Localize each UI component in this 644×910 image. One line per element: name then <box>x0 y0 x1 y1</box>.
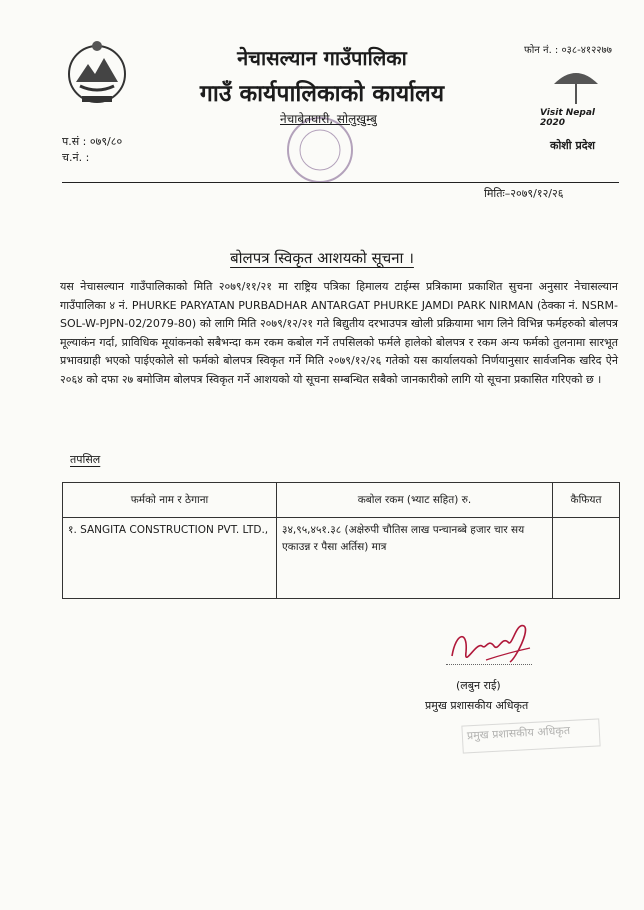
phone-number: फोन नं. : ०३८-४१२२७७ <box>524 45 612 56</box>
signatory-name: (लबुन राई) <box>456 679 501 692</box>
province-name: कोशी प्रदेश <box>550 139 596 152</box>
header-firm: फर्मको नाम र ठेगाना <box>63 483 277 518</box>
signatory-title: प्रमुख प्रशासकीय अधिकृत <box>425 699 529 712</box>
amount-cell: ३४,९५,४५१.३८ (अक्षेरुपी चौतिस लाख पन्चानब्बे हजार चार सय एकाउन्न र पैसा अर्तिस) मात्र <box>277 518 553 599</box>
notice-subject: बोलपत्र स्विकृत आशयको सूचना । <box>230 249 414 267</box>
header-amount: कबोल रकम (भ्याट सहित) रु. <box>277 483 553 518</box>
bid-table <box>62 482 620 599</box>
annex-label: तपसिल <box>70 453 101 466</box>
org-name: नेचासल्यान गाउँपालिका <box>237 46 407 70</box>
document-date: मितिः–२०७९/१२/२६ <box>484 187 564 200</box>
remark-cell <box>553 518 620 599</box>
visit-nepal-text: Visit Nepal 2020 <box>540 108 596 128</box>
header-divider <box>62 182 619 183</box>
reference-block <box>62 134 122 166</box>
notice-body: यस नेचासल्यान गाउँपालिकाको मिति २०७९/११/२१ मा राष्ट्रिय पत्रिका हिमालय टाईम्स प्रत्रिकामा प्रकाशित सुचना अनुसार नेचासल्यान गाउँपालिका ४ नं. PHURKE PARYATAN PURBADHAR ANTARGAT PHURKE JAMDI PARK NIRMAN (ठेक्का नं. NSRM-SOL-W-PJPN-02/2079-80) को लागि मिति २०७९/१२/२१ गते बिद्युतीय दरभाउपत्र खोली प्रक्रियामा भाग लिने विभिन्न फर्महरुको बोलपत्र मूल्याकंन गर्दा, प्राविधिक मूयांकनको सबैभन्दा कम रकम कबोल गर्ने तपसिलको फर्मले हालेको बोलपत्र र रकम अन्य फर्मको तुलनामा सारभूत प्रभावग्राही भएको पाईएकोले सो फर्मको बोलपत्र स्विकृत गर्ने मिति २०७९/१२/२६ गतेको यस कार्यालयको निर्णयानुसार सार्वजनिक खरिद ऐने २०६४ को दफा २७ बमोजिम बोलपत्र स्विकृत गर्ने आशयको यो सूचना सम्बन्धित सबैको जानकारीको लागि यो सूचना प्रकासित गरिएको छ । <box>60 280 618 386</box>
table-row <box>63 518 620 599</box>
dispatch-number: च.नं. : <box>62 151 90 164</box>
designation-seal: प्रमुख प्रशासकीय अधिकृत <box>461 718 600 753</box>
firm-cell: १. SANGITA CONSTRUCTION PVT. LTD., <box>63 518 277 599</box>
office-address: नेचाबेतघारी, सोलुखुम्बु <box>280 112 377 126</box>
office-name: गाउँ कार्यपालिकाको कार्यालय <box>199 81 445 107</box>
signature-icon <box>446 612 536 676</box>
signature-line <box>446 664 532 665</box>
ref-number: प.सं : ०७९/८० <box>62 135 123 148</box>
table-header-row <box>63 483 620 518</box>
header-remark: कैफियत <box>553 483 620 518</box>
